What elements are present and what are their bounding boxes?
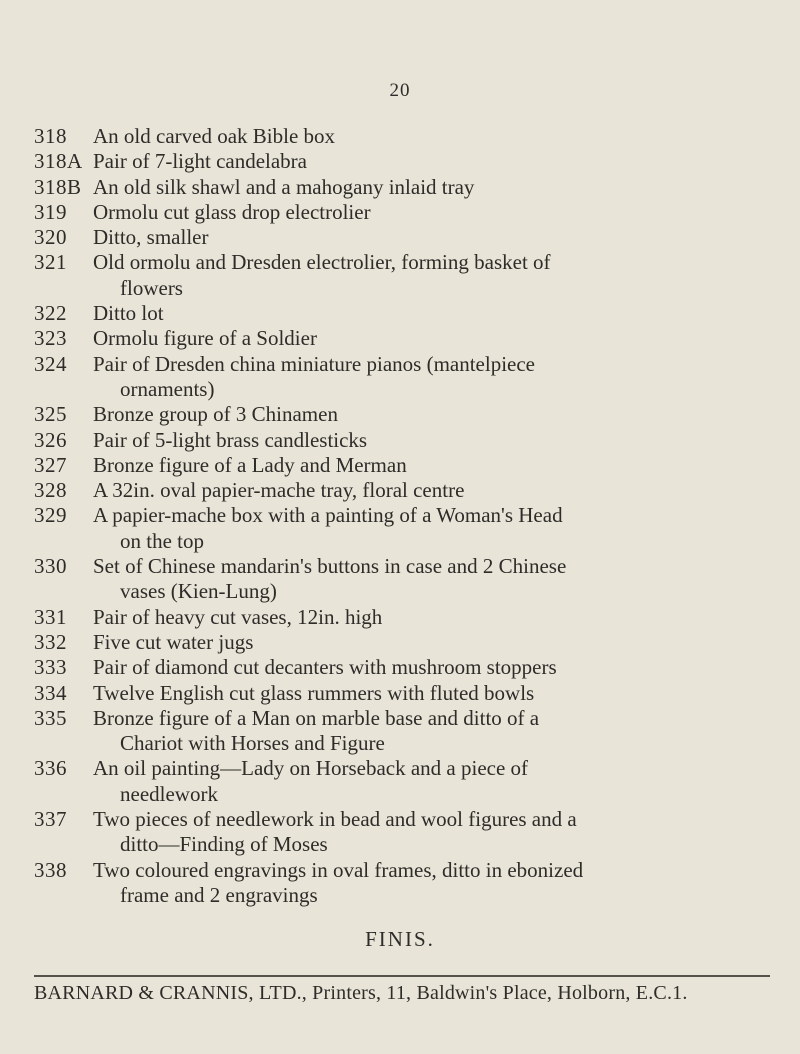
lot-description-continuation: Chariot with Horses and Figure bbox=[120, 731, 385, 756]
lot-description bbox=[93, 681, 784, 706]
page-number: 20 bbox=[389, 80, 411, 101]
lot-row bbox=[34, 655, 784, 680]
footer-rule bbox=[34, 975, 770, 977]
lot-description-line: Two coloured engravings in oval frames, ditto in ebonized bbox=[93, 857, 584, 882]
lot-description-continuation: frame and 2 engravings bbox=[120, 882, 318, 907]
lot-number: 329 bbox=[34, 503, 67, 528]
lot-description bbox=[93, 630, 784, 655]
lot-description-continuation: needlework bbox=[120, 781, 218, 806]
lot-row bbox=[34, 149, 784, 174]
lot-description bbox=[93, 428, 784, 453]
lot-description bbox=[93, 756, 784, 807]
lot-description bbox=[93, 706, 784, 757]
lot-row bbox=[34, 225, 784, 250]
lot-description-line: Old ormolu and Dresden electrolier, forming basket of bbox=[93, 250, 551, 275]
printer-imprint: BARNARD & CRANNIS, LTD., Printers, 11, Baldwin's Place, Holborn, E.C.1. bbox=[34, 982, 688, 1004]
lot-row bbox=[34, 428, 784, 453]
lot-row bbox=[34, 630, 784, 655]
lot-description bbox=[93, 503, 784, 554]
lot-number: 318B bbox=[34, 174, 82, 199]
lot-description-line: Pair of Dresden china miniature pianos (mantelpiece bbox=[93, 351, 536, 376]
lot-number: 320 bbox=[34, 225, 67, 250]
lot-description bbox=[93, 352, 784, 403]
lot-row bbox=[34, 402, 784, 427]
lot-description-line: Pair of 5-light brass candlesticks bbox=[93, 427, 368, 452]
lot-description bbox=[93, 807, 784, 858]
lot-description bbox=[93, 453, 784, 478]
finis-text: FINIS. bbox=[365, 927, 435, 951]
lot-row bbox=[34, 352, 784, 403]
lot-description bbox=[93, 554, 784, 605]
lot-description bbox=[93, 326, 784, 351]
lot-description bbox=[93, 225, 784, 250]
lot-row bbox=[34, 706, 784, 757]
lot-description-line: Ditto lot bbox=[93, 301, 164, 326]
lot-description-continuation: on the top bbox=[120, 528, 204, 553]
lot-number: 332 bbox=[34, 629, 67, 654]
lot-list bbox=[34, 124, 784, 908]
lot-number: 324 bbox=[34, 351, 67, 376]
lot-description bbox=[93, 301, 784, 326]
lot-row bbox=[34, 124, 784, 149]
lot-description-line: Ormolu cut glass drop electrolier bbox=[93, 199, 371, 224]
lot-description bbox=[93, 655, 784, 680]
lot-description bbox=[93, 478, 784, 503]
lot-description-line: Pair of diamond cut decanters with mushroom stoppers bbox=[93, 655, 557, 680]
lot-description-line: Twelve English cut glass rummers with fluted bowls bbox=[93, 680, 535, 705]
lot-number: 334 bbox=[34, 680, 67, 705]
lot-number: 319 bbox=[34, 199, 67, 224]
lot-number: 318A bbox=[34, 149, 83, 174]
lot-description-continuation: ditto—Finding of Moses bbox=[120, 832, 328, 857]
lot-number: 328 bbox=[34, 478, 67, 503]
lot-description bbox=[93, 250, 784, 301]
lot-description bbox=[93, 402, 784, 427]
lot-description-continuation: ornaments) bbox=[120, 376, 215, 401]
lot-description bbox=[93, 200, 784, 225]
lot-description-line: Ormolu figure of a Soldier bbox=[93, 326, 317, 351]
lot-row bbox=[34, 681, 784, 706]
lot-number: 318 bbox=[34, 124, 67, 148]
lot-description-continuation: vases (Kien-Lung) bbox=[120, 579, 277, 604]
lot-number: 330 bbox=[34, 554, 67, 579]
lot-description-line: Pair of heavy cut vases, 12in. high bbox=[93, 604, 383, 629]
lot-row bbox=[34, 858, 784, 909]
lot-description-line: An old carved oak Bible box bbox=[93, 124, 336, 148]
lot-row bbox=[34, 453, 784, 478]
lot-row bbox=[34, 478, 784, 503]
lot-number: 323 bbox=[34, 326, 67, 351]
lot-number: 331 bbox=[34, 604, 67, 629]
lot-description-line: Ditto, smaller bbox=[93, 225, 209, 250]
lot-number: 336 bbox=[34, 756, 67, 781]
lot-description-line: Bronze figure of a Man on marble base and ditto of a bbox=[93, 705, 540, 730]
lot-row bbox=[34, 326, 784, 351]
lot-description bbox=[93, 124, 784, 149]
lot-row bbox=[34, 250, 784, 301]
lot-description-line: An oil painting—Lady on Horseback and a piece of bbox=[93, 756, 529, 781]
lot-number: 325 bbox=[34, 402, 67, 427]
lot-description-line: Pair of 7-light candelabra bbox=[93, 149, 307, 174]
lot-number: 321 bbox=[34, 250, 67, 275]
lot-description-line: Five cut water jugs bbox=[93, 629, 254, 654]
lot-row bbox=[34, 807, 784, 858]
lot-row bbox=[34, 200, 784, 225]
lot-number: 327 bbox=[34, 452, 67, 477]
lot-row bbox=[34, 756, 784, 807]
lot-row bbox=[34, 605, 784, 630]
lot-number: 326 bbox=[34, 427, 67, 452]
lot-row bbox=[34, 301, 784, 326]
lot-description-line: Two pieces of needlework in bead and wool figures and a bbox=[93, 807, 577, 832]
lot-description-line: An old silk shawl and a mahogany inlaid tray bbox=[93, 174, 475, 199]
lot-number: 338 bbox=[34, 857, 67, 882]
lot-description-line: A 32in. oval papier-mache tray, floral centre bbox=[93, 478, 465, 503]
lot-row bbox=[34, 175, 784, 200]
lot-row bbox=[34, 503, 784, 554]
lot-number: 322 bbox=[34, 301, 67, 326]
lot-description bbox=[93, 605, 784, 630]
lot-description bbox=[93, 858, 784, 909]
lot-description bbox=[93, 149, 784, 174]
lot-row bbox=[34, 554, 784, 605]
lot-description-line: Bronze group of 3 Chinamen bbox=[93, 402, 338, 427]
lot-description bbox=[93, 175, 784, 200]
lot-description-continuation: flowers bbox=[120, 275, 183, 300]
lot-number: 333 bbox=[34, 655, 67, 680]
lot-description-line: A papier-mache box with a painting of a Woman's Head bbox=[93, 503, 563, 528]
lot-number: 337 bbox=[34, 807, 67, 832]
lot-number: 335 bbox=[34, 705, 67, 730]
lot-description-line: Set of Chinese mandarin's buttons in case and 2 Chinese bbox=[93, 554, 567, 579]
lot-description-line: Bronze figure of a Lady and Merman bbox=[93, 452, 407, 477]
